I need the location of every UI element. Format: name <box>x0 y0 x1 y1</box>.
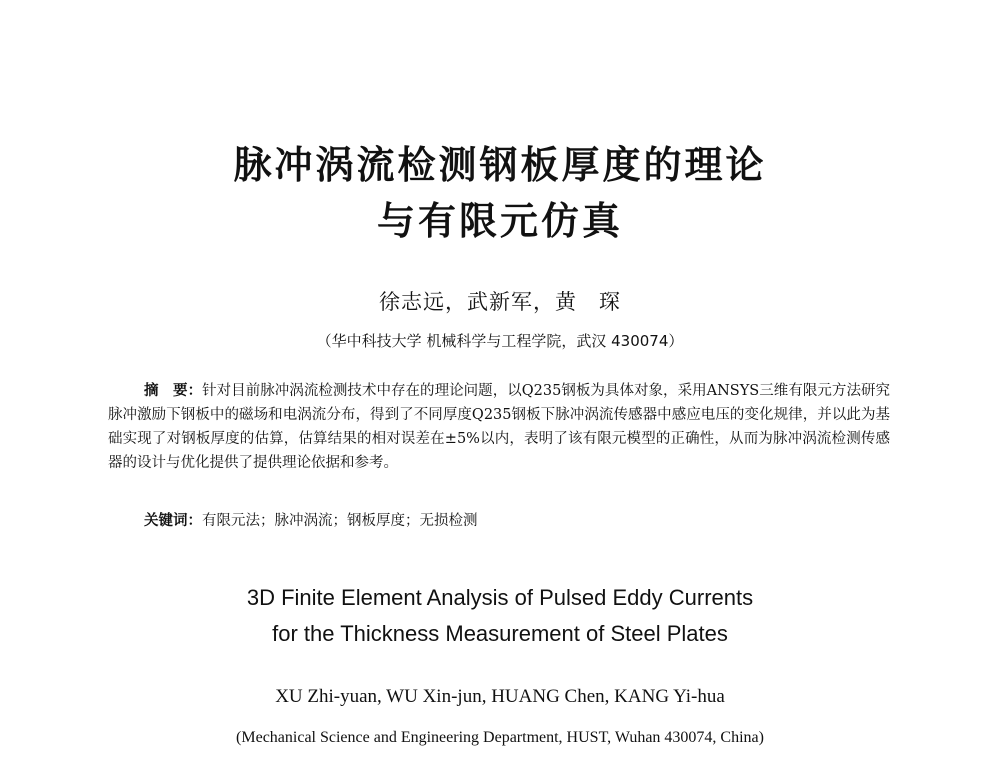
affiliation-english: (Mechanical Science and Engineering Department, HUST, Wuhan 430074, China) <box>236 729 764 746</box>
abstract-label: 摘 要： <box>144 383 203 399</box>
keywords-line <box>144 509 904 533</box>
affiliation-chinese: （华中科技大学 机械科学与工程学院，武汉 430074） <box>316 332 684 350</box>
abstract-text: 针对目前脉冲涡流检测技术中存在的理论问题，以Q235钢板为具体对象，采用ANSYS三维有限元方法研究脉冲激励下钢板中的磁场和电涡流分布，得到了不同厚度Q235钢板下脉冲涡流传感器中感应电压的变化规律，并以此为基础实现了对钢板厚度的估算，估算结果的相对误差在±5%以内，表明了该有限元模型的正确性，从而为脉冲涡流检测传感器的设计与优化提供了提供理论依据和参考。 <box>108 383 890 471</box>
authors-chinese: 徐志远，武新军，黄 琛 <box>379 290 621 314</box>
keywords-label: 关键词： <box>144 513 202 529</box>
paper-title-line-2: 与有限元仿真 <box>376 199 623 243</box>
paper-title-line-1: 脉冲涡流检测钢板厚度的理论 <box>233 143 767 187</box>
english-title-line-2: for the Thickness Measurement of Steel Plates <box>272 621 728 646</box>
authors-english: XU Zhi-yuan, WU Xin-jun, HUANG Chen, KANG Yi-hua <box>275 686 725 707</box>
abstract-paragraph <box>108 379 890 475</box>
keywords-text: 有限元法；脉冲涡流；钢板厚度；无损检测 <box>202 513 478 529</box>
english-title-line-1: 3D Finite Element Analysis of Pulsed Eddy Currents <box>246 585 754 610</box>
